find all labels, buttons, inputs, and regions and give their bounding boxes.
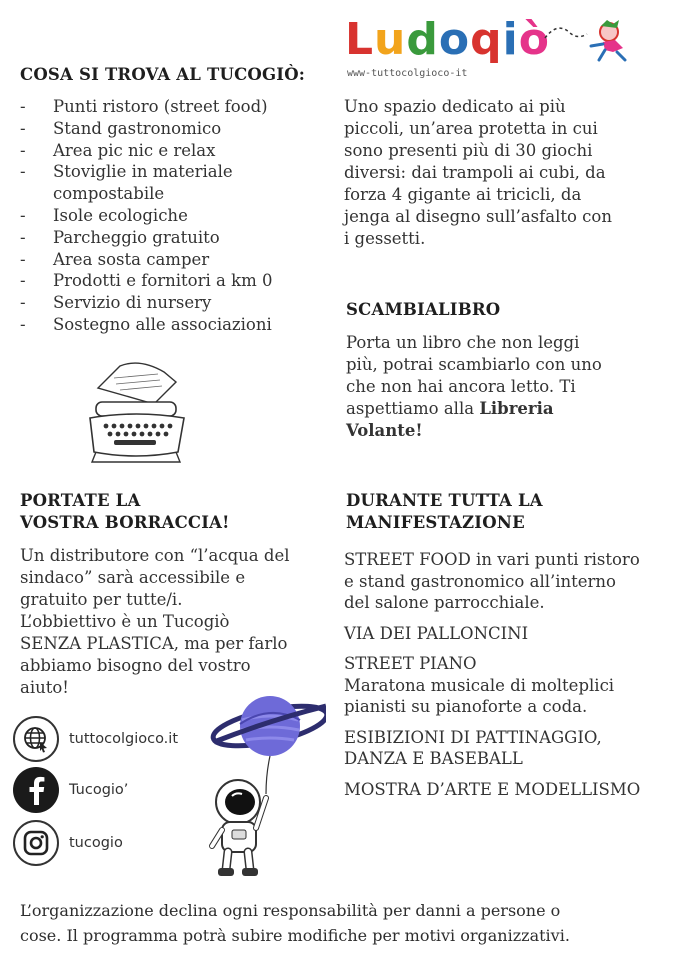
list-item — [20, 118, 320, 140]
event-item — [344, 653, 664, 718]
scambialibro-text — [346, 332, 666, 442]
event-line: VIA DEI PALLONCINI — [344, 623, 529, 643]
list-item-text: Parcheggio gratuito — [53, 227, 220, 247]
facebook-link[interactable]: Tucogio’ — [69, 782, 129, 798]
text-line: sono presenti più di 30 giochi — [344, 141, 593, 160]
list-item-text: Servizio di nursery — [53, 293, 212, 313]
logo-letter: ò — [518, 14, 550, 65]
features-list — [20, 96, 320, 336]
events-list — [344, 549, 664, 809]
disclaimer-line: L’organizzazione declina ogni responsabilità per danni a persone o — [20, 901, 561, 920]
logo-subtitle: www-tuttocolgioco-it — [347, 68, 468, 79]
list-item-text: Area sosta camper — [53, 249, 210, 269]
facebook-icon — [13, 767, 59, 813]
list-item-text: Stand gastronomico — [53, 118, 222, 138]
text-line: jenga al disegno sull’asfalto con — [344, 207, 612, 226]
list-item-text: Stoviglie in materiale — [53, 162, 233, 182]
text-line: diversi: dai trampoli ai cubi, da — [344, 163, 606, 182]
section-heading-cosa-si-trova: COSA SI TROVA AL TUCOGIÒ: — [20, 65, 306, 84]
text-line: i gessetti. — [344, 229, 426, 248]
list-item — [20, 96, 320, 118]
list-item — [20, 270, 320, 292]
text-line — [346, 398, 666, 420]
section-heading-scambialibro: SCAMBIALIBRO — [346, 300, 501, 319]
section-heading-borraccia — [20, 490, 230, 534]
event-line: STREET FOOD in vari punti ristoro — [344, 550, 640, 569]
list-item — [20, 249, 320, 271]
logo-letter: i — [502, 14, 519, 65]
logo-letter: d — [406, 14, 439, 65]
event-line: DANZA E BASEBALL — [344, 749, 523, 768]
ludogio-description — [344, 96, 664, 250]
list-item-text: Prodotti e fornitori a km 0 — [53, 271, 273, 291]
event-line: ESIBIZIONI DI PATTINAGGIO, — [344, 727, 602, 747]
event-line: STREET PIANO — [344, 654, 477, 673]
text-line: L’obbiettivo è un Tucogiò — [20, 612, 230, 631]
typewriter-icon — [80, 360, 190, 468]
event-line: del salone parrocchiale. — [344, 593, 545, 612]
ludogio-logo — [343, 14, 628, 84]
globe-icon — [13, 716, 59, 762]
list-item — [20, 205, 320, 227]
logo-letter: o — [438, 14, 471, 65]
list-item — [20, 161, 320, 205]
logo-letter: L — [345, 14, 375, 65]
disclaimer-line: cose. Il programma potrà subire modifiche per motivi organizzativi. — [20, 926, 570, 945]
text-line: aiuto! — [20, 678, 69, 697]
heading-line: PORTATE LA — [20, 491, 141, 510]
disclaimer — [20, 898, 670, 948]
text-line: SENZA PLASTICA, ma per farlo — [20, 634, 288, 653]
list-item — [20, 292, 320, 314]
list-item-text: Punti ristoro (street food) — [53, 97, 268, 116]
text-line: più, potrai scambiarlo con uno — [346, 355, 602, 374]
logo-letter: u — [374, 14, 407, 65]
website-link[interactable]: tuttocolgioco.it — [69, 731, 179, 747]
text-line: abbiamo bisogno del vostro — [20, 656, 251, 675]
text-line: Porta un libro che non leggi — [346, 333, 580, 352]
logo-wordmark — [345, 16, 550, 64]
text-line: piccoli, un’area protetta in cui — [344, 119, 598, 138]
list-item — [20, 314, 320, 336]
text-line: Un distributore con “l’acqua del — [20, 546, 290, 565]
list-item — [20, 140, 320, 162]
text-line: forza 4 gigante ai tricicli, da — [344, 185, 582, 204]
event-item — [344, 623, 664, 645]
borraccia-text — [20, 545, 330, 699]
event-item — [344, 779, 664, 801]
event-line: Maratona musicale di molteplici — [344, 675, 615, 695]
event-item — [344, 549, 664, 614]
jumping-kid-icon — [543, 18, 628, 62]
text-line: Uno spazio dedicato ai più — [344, 97, 566, 116]
text-line: sindaco” sarà accessibile e — [20, 568, 246, 587]
list-item-text: Sostegno alle associazioni — [53, 314, 272, 334]
list-item-text: Isole ecologiche — [53, 205, 188, 225]
event-line: MOSTRA D’ARTE E MODELLISMO — [344, 779, 641, 799]
libreria-volante-emphasis: Volante! — [346, 421, 423, 440]
instagram-link[interactable]: tucogio — [69, 835, 123, 851]
heading-line: VOSTRA BORRACCIA! — [20, 513, 230, 532]
astronaut-planet-icon — [196, 690, 326, 880]
list-item-text: compostabile — [53, 184, 165, 204]
event-item — [344, 727, 664, 770]
libreria-volante-emphasis: Libreria — [479, 399, 554, 418]
heading-line: MANIFESTAZIONE — [346, 513, 525, 532]
text-line: gratuito per tutte/i. — [20, 590, 183, 609]
text-line-start: aspettiamo alla — [346, 399, 480, 418]
section-heading-manifestazione — [346, 490, 543, 534]
text-line: che non hai ancora letto. Ti — [346, 377, 576, 396]
heading-line: DURANTE TUTTA LA — [346, 491, 543, 510]
event-line: e stand gastronomico all’interno — [344, 571, 616, 591]
logo-letter: q — [470, 14, 503, 65]
instagram-icon — [13, 820, 59, 866]
event-line: pianisti su pianoforte a coda. — [344, 697, 588, 716]
text-line — [346, 420, 666, 442]
list-item-text: Area pic nic e relax — [53, 140, 216, 160]
list-item — [20, 227, 320, 249]
